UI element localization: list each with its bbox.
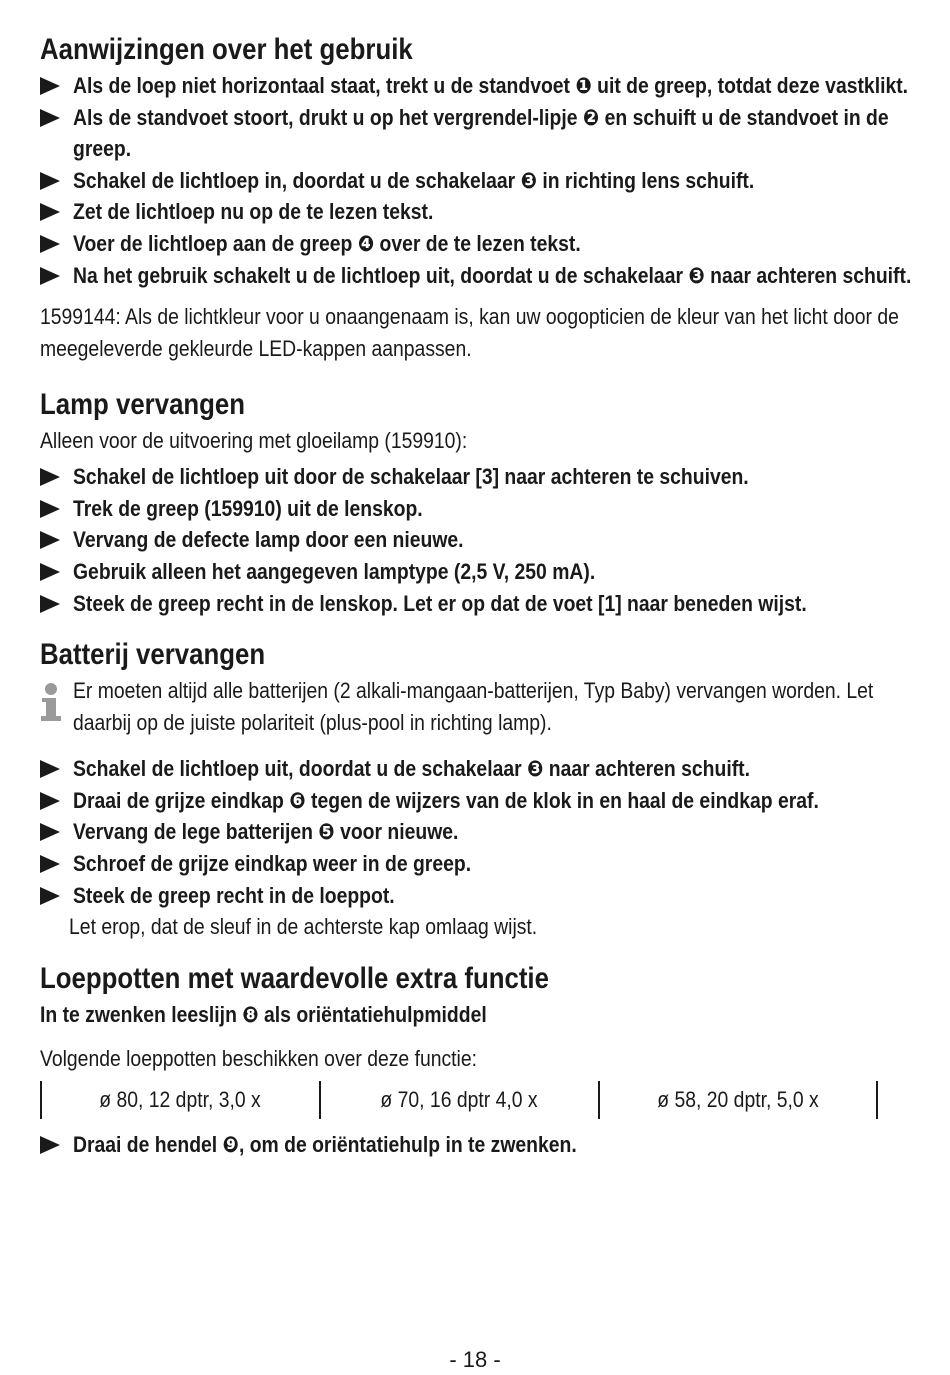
arrow-icon <box>40 172 60 190</box>
divider <box>319 1081 321 1119</box>
list-item: Als de loep niet horizontaal staat, trekt u de standvoet ❶ uit de greep, totdat deze vastklikt. <box>40 70 920 102</box>
arrow-icon <box>40 531 60 549</box>
arrow-icon <box>40 77 60 95</box>
info-icon <box>40 683 62 723</box>
list-item: Gebruik alleen het aangegeven lamptype (2,5 V, 250 mA). <box>40 556 920 588</box>
list-item: Schakel de lichtloep uit door de schakelaar [3] naar achteren te schuiven. <box>40 461 920 493</box>
arrow-icon <box>40 760 60 778</box>
arrow-icon <box>40 500 60 518</box>
arrow-icon <box>40 855 60 873</box>
list-item: Voer de lichtloep aan de greep ❹ over de te lezen tekst. <box>40 228 920 260</box>
list-item: Schakel de lichtloep uit, doordat u de schakelaar ❸ naar achteren schuift. <box>40 753 920 785</box>
arrow-icon <box>40 203 60 221</box>
info-note <box>40 675 920 739</box>
divider <box>40 1081 42 1119</box>
list-item: Steek de greep recht in de loeppot. <box>40 880 920 912</box>
led-caps-note: 1599144: Als de lichtkleur voor u onaangenaam is, kan uw oogopticien de kleur van het licht door de meegeleverde gekleurde LED-kappen aanpassen. <box>40 304 899 362</box>
arrow-icon <box>40 887 60 905</box>
list-item: Draai de hendel ❾, om de oriëntatiehulp in te zwenken. <box>40 1129 920 1161</box>
arrow-icon <box>40 563 60 581</box>
section-title-lamp: Lamp vervangen <box>40 388 246 422</box>
list-item: Als de standvoet stoort, drukt u op het vergrendel-lipje ❷ en schuift u de standvoet in de greep. <box>40 102 920 165</box>
option-cell: ø 58, 20 dptr, 5,0 x <box>657 1087 819 1113</box>
divider <box>598 1081 600 1119</box>
list-item: Vervang de defecte lamp door een nieuwe. <box>40 524 920 556</box>
list-item: Draai de grijze eindkap ❻ tegen de wijzers van de klok in en haal de eindkap eraf. <box>40 785 920 817</box>
arrow-icon <box>40 595 60 613</box>
list-item: Steek de greep recht in de lenskop. Let er op dat de voet [1] naar beneden wijst. <box>40 588 920 620</box>
list-item: Zet de lichtloep nu op de te lezen tekst. <box>40 196 920 228</box>
arrow-icon <box>40 468 60 486</box>
lamp-steps <box>40 461 920 619</box>
option-cell: ø 80, 12 dptr, 3,0 x <box>99 1087 261 1113</box>
extra-intro: Volgende loeppotten beschikken over deze functie: <box>40 1046 478 1072</box>
battery-after-note: Let erop, dat de sleuf in de achterste kap omlaag wijst. <box>69 914 538 940</box>
section-title-extra: Loeppotten met waardevolle extra functie <box>40 962 549 996</box>
battery-info-text: Er moeten altijd alle batterijen (2 alkali-mangaan-batterijen, Typ Baby) vervangen worden. Let daarbij op de juiste polariteit (plus-pool in richting lamp). <box>73 678 874 736</box>
page-number: - 18 - <box>449 1347 501 1372</box>
lamp-intro: Alleen voor de uitvoering met gloeilamp (159910): <box>40 428 468 454</box>
arrow-icon <box>40 109 60 127</box>
list-item: Schroef de grijze eindkap weer in de greep. <box>40 848 920 880</box>
list-item: Vervang de lege batterijen ❺ voor nieuwe. <box>40 816 920 848</box>
battery-steps <box>40 753 920 911</box>
list-item: Na het gebruik schakelt u de lichtloep uit, doordat u de schakelaar ❸ naar achteren schuift. <box>40 260 920 292</box>
section-title-usage: Aanwijzingen over het gebruik <box>40 33 413 66</box>
extra-steps <box>40 1129 920 1161</box>
divider <box>876 1081 878 1119</box>
arrow-icon <box>40 235 60 253</box>
arrow-icon <box>40 823 60 841</box>
list-item: Schakel de lichtloep in, doordat u de schakelaar ❸ in richting lens schuift. <box>40 165 920 197</box>
options-row <box>40 1081 920 1121</box>
arrow-icon <box>40 1136 60 1154</box>
list-item: Trek de greep (159910) uit de lenskop. <box>40 493 920 525</box>
extra-subtitle: In te zwenken leeslijn ❽ als oriëntatiehulpmiddel <box>40 1002 487 1028</box>
option-cell: ø 70, 16 dptr 4,0 x <box>380 1087 538 1113</box>
arrow-icon <box>40 792 60 810</box>
section-title-battery: Batterij vervangen <box>40 638 266 672</box>
manual-page <box>40 30 920 1161</box>
usage-steps <box>40 70 920 291</box>
arrow-icon <box>40 267 60 285</box>
